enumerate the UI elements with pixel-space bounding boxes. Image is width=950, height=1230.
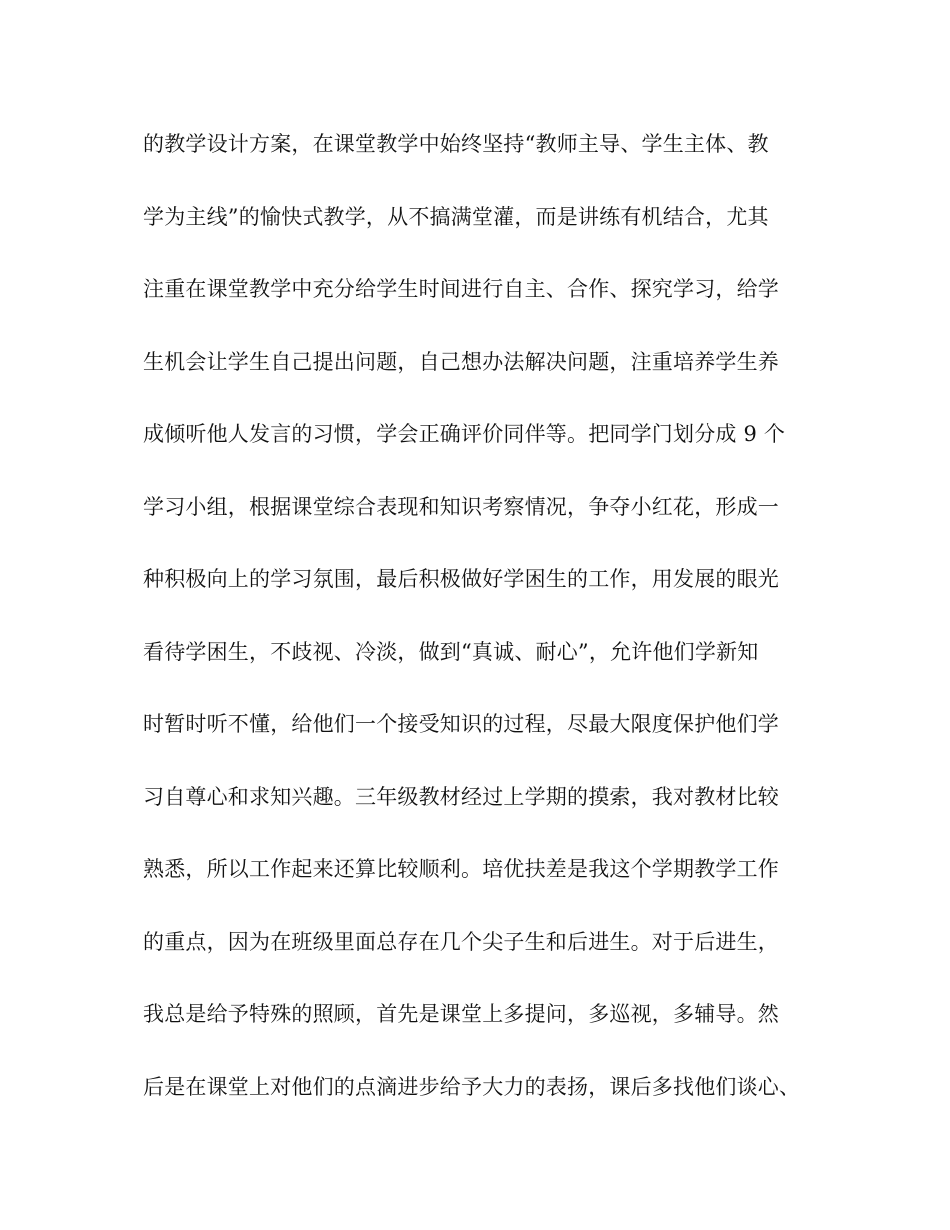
text-line: 后是在课堂上对他们的点滴进步给予大力的表扬，课后多找他们谈心、 xyxy=(143,1074,801,1099)
text-line: 学习小组，根据课堂综合表现和知识考察情况，争夺小红花，形成一 xyxy=(143,494,779,519)
text-line: 我总是给予特殊的照顾，首先是课堂上多提问，多巡视，多辅导。然 xyxy=(143,1002,779,1026)
text-line: 学为主线”的愉快式教学，从不搞满堂灌，而是讲练有机结合，尤其 xyxy=(143,204,769,229)
text-line: 熟悉，所以工作起来还算比较顺利。培优扶差是我这个学期教学工作 xyxy=(143,857,779,881)
text-line: 的教学设计方案，在课堂教学中始终坚持“教师主导、学生主体、教 xyxy=(143,132,769,156)
text-line: 成倾听他人发言的习惯，学会正确评价同伴等。把同学门划分成 9 个 xyxy=(143,422,786,446)
text-line: 的重点，因为在班级里面总存在几个尖子生和后进生。对于后进生， xyxy=(143,929,779,954)
text-line: 生机会让学生自己提出问题，自己想办法解决问题，注重培养学生养 xyxy=(143,349,779,374)
text-line: 习自尊心和求知兴趣。三年级教材经过上学期的摸索，我对教材比较 xyxy=(143,784,779,809)
text-line: 看待学困生，不歧视、冷淡，做到“真诚、耐心”，允许他们学新知 xyxy=(143,639,759,664)
text-line: 种积极向上的学习氛围，最后积极做好学困生的工作，用发展的眼光 xyxy=(143,567,779,591)
body-text xyxy=(143,126,823,1141)
text-line: 时暂时听不懂，给他们一个接受知识的过程，尽最大限度保护他们学 xyxy=(143,712,779,736)
text-line: 注重在课堂教学中充分给学生时间进行自主、合作、探究学习，给学 xyxy=(143,277,779,301)
